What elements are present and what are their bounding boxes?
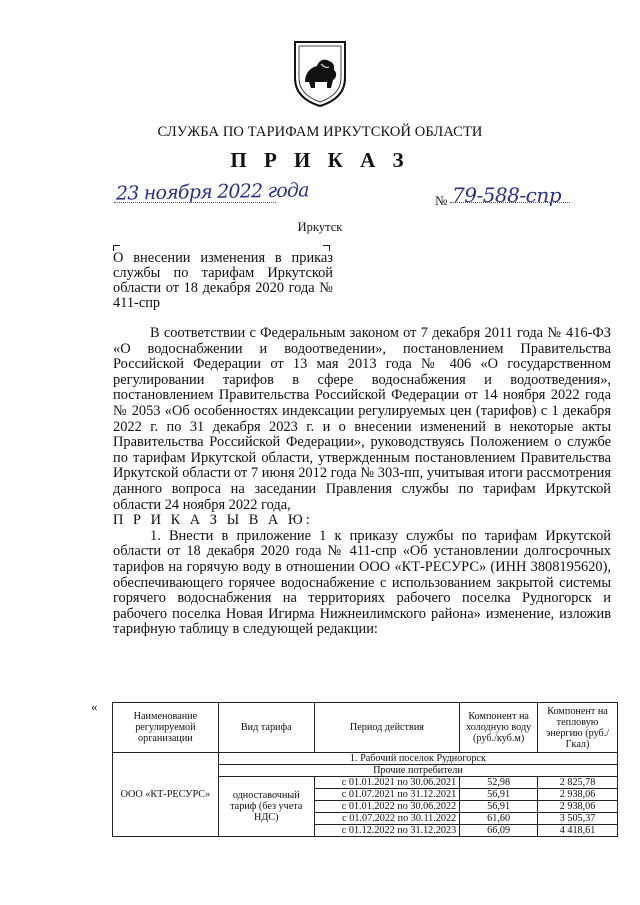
org-name-cell: ООО «КТ-РЕСУРС» [113,753,219,837]
order-word: П Р И К А З Ы В А Ю: [113,512,313,529]
header-heat-energy: Компонент на тепловую энергию (руб./Гкал) [538,703,618,753]
cold-value-cell: 52,98 [460,777,538,789]
heat-value-cell: 2 938,06 [538,801,618,813]
cold-value-cell: 66,09 [460,825,538,837]
header-tariff-type: Вид тарифа [218,703,314,753]
period-cell: с 01.07.2021 по 31.12.2021 [314,789,460,801]
cold-value-cell: 61,60 [460,813,538,825]
table-header-row [113,703,618,753]
number-label: № [435,193,448,208]
tariff-type-cell: одноставочный тариф (без учета НДС) [218,777,314,837]
period-cell: с 01.01.2021 по 30.06.2021 [314,777,460,789]
period-cell: с 01.12.2022 по 31.12.2023 [314,825,460,837]
tariff-table [112,702,618,837]
document-body [113,326,611,638]
city-name: Иркутск [297,220,343,234]
cold-value-cell: 56,91 [460,789,538,801]
heat-value-cell: 2 938,06 [538,789,618,801]
handwritten-order-number: 79-588-спр [452,183,562,207]
section-cell: 1. Рабочий поселок Рудногорск [218,753,617,765]
heat-value-cell: 2 825,78 [538,777,618,789]
table-row [113,753,618,765]
heat-value-cell: 4 418,61 [538,825,618,837]
subsection-cell: Прочие потребители [218,765,617,777]
preamble-paragraph: В соответствии с Федеральным законом от 7 декабря 2011 года № 416-ФЗ «О водоснабжении и водоотведении», постановлением Правительства Российской Федерации от 13 мая 2013 года № 406 «О государственном регулировании тарифов в сфере водоснабжения и водоотведения», постановлением Правительства Российской Федерации от 14 ноября 2022 года № 2053 «Об особенностях индексации регулируемых цен (тарифов) с 1 декабря 2022 г. по 31 декабря 2023 г. и о внесении изменений в некоторые акты Правительства Российской Федерации», руководствуясь Положением о службе по тарифам Иркутской области, утвержденным постановлением Правительства Иркутской области от 7 июня 2012 года № 303-пп, учитывая итоги рассмотрения данного вопроса на заседании Правления службы по тарифам Иркутской области 24 ноября 2022 года, [113,325,611,513]
handwritten-date: 23 ноября 2022 года [115,179,309,205]
agency-name: СЛУЖБА ПО ТАРИФАМ ИРКУТСКОЙ ОБЛАСТИ [157,124,483,140]
item-1-paragraph: 1. Внести в приложение 1 к приказу службы по тарифам Иркутской области от 18 декабря 2020 года № 411-спр «Об установлении долгосрочных тарифов на горячую воду в отношении ООО «КТ-РЕСУРС» (ИНН 3808195620), обеспечивающего горячее водоснабжение с использованием закрытой системы горячего водоснабжения на территориях рабочего поселка Рудногорск и рабочего поселка Новая Игирма Нижнеилимского района» изменение, изложив тарифную таблицу в следующей редакции: [113,527,611,638]
opening-quote: « [91,699,98,714]
period-cell: с 01.01.2022 по 30.06.2022 [314,801,460,813]
date-underline [114,202,276,203]
period-cell: с 01.07.2022 по 30.11.2022 [314,813,460,825]
number-underline [450,202,570,203]
heat-value-cell: 3 505,37 [538,813,618,825]
header-org: Наименование регулируемой организации [113,703,219,753]
header-period: Период действия [314,703,460,753]
document-type: П Р И К А З [230,148,410,172]
coat-of-arms-icon [291,38,349,108]
header-cold-water: Компонент на холодную воду (руб./куб.м) [460,703,538,753]
cold-value-cell: 56,91 [460,801,538,813]
document-subject: О внесении изменения в приказ службы по тарифам Иркутской области от 18 декабря 2020 года № 411-спр [113,250,333,311]
